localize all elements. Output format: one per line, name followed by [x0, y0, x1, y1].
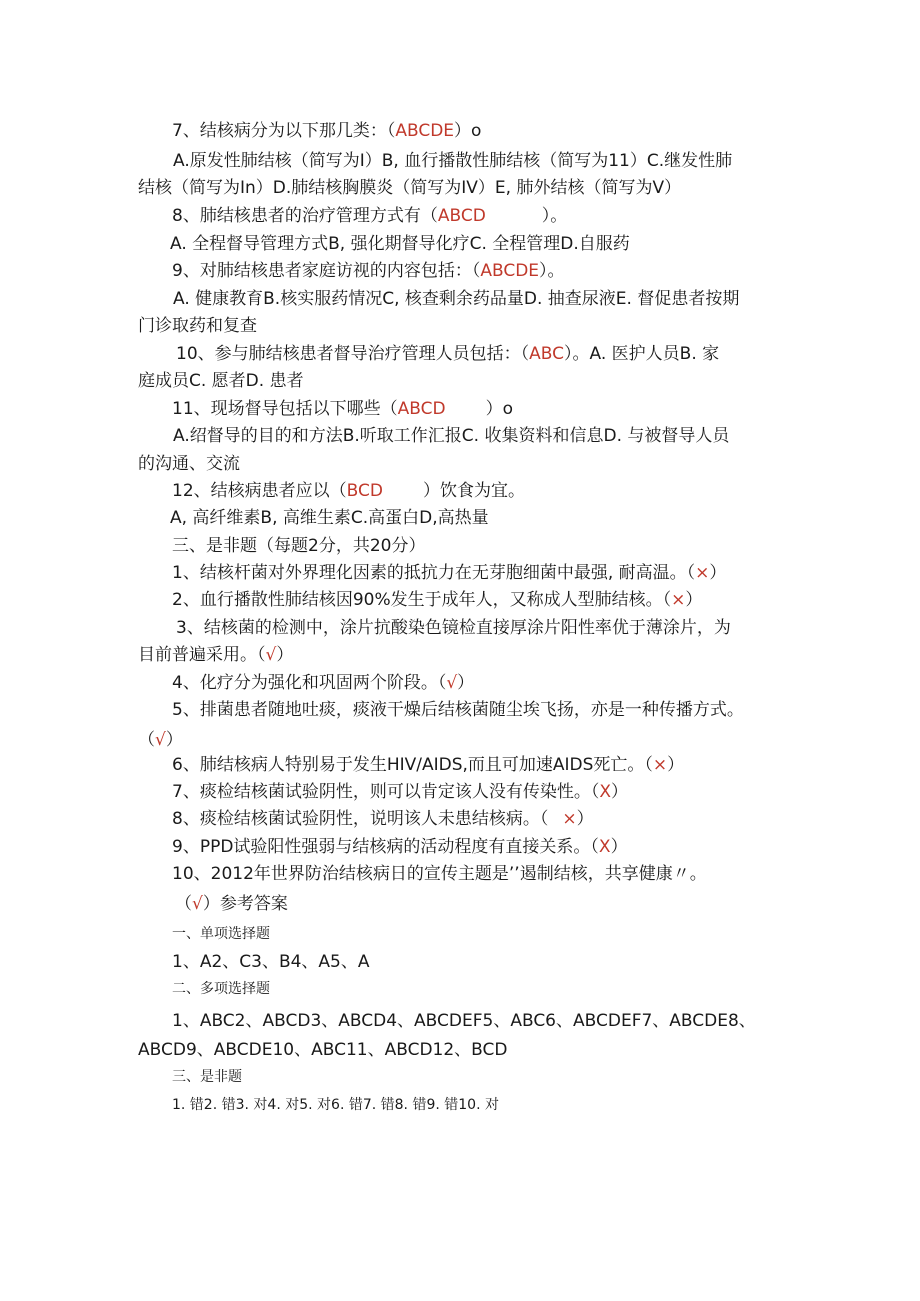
- question-8-text: 8、肺结核患者的治疗管理方式有（: [172, 206, 438, 226]
- question-11-answer: ABCD: [397, 399, 446, 419]
- question-12-stem: [172, 480, 525, 502]
- tf-item-4-text: 4、化疗分为强化和巩固两个阶段。（: [172, 673, 447, 693]
- tf-section-title: 三、是非题（每题2分，共20分）: [172, 536, 426, 556]
- question-7-close: ）o: [454, 121, 482, 141]
- question-11-options-2: 的沟通、交流: [138, 454, 240, 474]
- question-12-answer: BCD: [346, 481, 383, 501]
- tf-item-6-text: 6、肺结核病人特别易于发生HIV/AIDS,而且可加速AIDS死亡。（: [172, 755, 653, 775]
- tf-item-7: [172, 781, 628, 803]
- tf-item-9: [172, 836, 628, 858]
- question-7-stem: [172, 120, 481, 142]
- tf-item-4-close: ）: [457, 673, 475, 693]
- tf-item-3-close: ）: [276, 645, 294, 665]
- tf-item-1-mark: ×: [695, 563, 710, 583]
- answers-single-line: 1、A2、C3、B4、A5、A: [172, 952, 370, 972]
- question-8-close: ）。: [541, 206, 568, 226]
- question-9-close: ）。: [539, 261, 565, 281]
- tf-item-7-mark: X: [599, 782, 611, 802]
- tf-item-2: [172, 589, 702, 611]
- tf-item-4: [172, 672, 474, 694]
- question-7-text: 7、结核病分为以下那几类：（: [172, 121, 396, 141]
- tf-item-6-mark: ×: [652, 755, 668, 775]
- tf-item-6-close: ）: [667, 755, 685, 775]
- question-9-answer: ABCDE: [480, 261, 540, 281]
- question-9-stem: [172, 260, 565, 282]
- tf-item-9-text: 9、PPD试验阳性强弱与结核病的活动程度有直接关系。（: [172, 837, 599, 857]
- tf-item-8-close: ）: [576, 809, 594, 829]
- tf-item-2-mark: ×: [671, 590, 686, 610]
- question-10-close: ）。A. 医护人员B. 家: [564, 344, 720, 364]
- answers-multi-line-1: 1、ABC2、ABCD3、ABCD4、ABCDEF5、ABC6、ABCDEF7、ABCDE8、: [172, 1011, 756, 1031]
- tf-item-1-text: 1、结核杆菌对外界理化因素的抵抗力在无芽胞细菌中最强, 耐高温。（: [172, 563, 696, 583]
- question-9-text: 9、对肺结核患者家庭访视的内容包括：（: [172, 261, 481, 281]
- question-12-text: 12、结核病患者应以（: [172, 481, 347, 501]
- question-10-text: 10、参与肺结核患者督导治疗管理人员包括：（: [176, 344, 530, 364]
- tf-item-5-line-1: 5、排菌患者随地吐痰，痰液干燥后结核菌随尘埃飞扬，亦是一种传播方式。: [172, 700, 744, 720]
- tf-item-10-line-1: 10、2012年世界防治结核病日的宣传主题是’’遏制结核，共享健康〃。: [172, 864, 707, 884]
- tf-item-10-line-2: [175, 893, 288, 915]
- question-7-options-2: 结核（简写为In）D.肺结核胸膜炎（简写为IV）E, 肺外结核（简写为V）: [138, 178, 682, 198]
- tf-item-1: [172, 562, 726, 584]
- question-11-text: 11、现场督导包括以下哪些（: [172, 399, 398, 419]
- answers-multi-line-2: ABCD9、ABCDE10、ABC11、ABCD12、BCD: [138, 1040, 508, 1060]
- tf-item-5-cont: （: [138, 730, 155, 750]
- question-9-options-2: 门诊取药和复查: [138, 316, 257, 336]
- tf-item-3-line-2: [138, 644, 293, 666]
- tf-item-3-mark: √: [265, 645, 277, 665]
- answers-tf-line: 1. 错2. 错3. 对4. 对5. 对6. 错7. 错8. 错9. 错10. 对: [172, 1097, 499, 1113]
- question-9-options-1: A. 健康教育B.核实服药情况C, 核查剩余药品量D. 抽查尿液E. 督促患者按期: [173, 289, 740, 309]
- tf-item-2-close: ）: [685, 590, 703, 610]
- tf-item-3-cont: 目前普遍采用。（: [138, 645, 266, 665]
- question-10-stem: [176, 343, 719, 365]
- tf-item-1-close: ）: [709, 563, 727, 583]
- tf-item-2-text: 2、血行播散性肺结核因90%发生于成年人，又称成人型肺结核。（: [172, 590, 672, 610]
- question-10-options: 庭成员C. 愿者D. 患者: [138, 371, 304, 391]
- answers-multi-title: 二、多项选择题: [172, 981, 270, 997]
- tf-item-9-mark: X: [598, 837, 611, 857]
- question-11-close: ）o: [485, 399, 514, 419]
- question-12-close: ）饮食为宜。: [422, 481, 525, 501]
- tf-item-5-close: ）: [165, 730, 183, 750]
- answers-single-title: 一、单项选择题: [172, 926, 270, 942]
- question-8-answer: ABCD: [437, 206, 486, 226]
- question-7-options-1: A.原发性肺结核（简写为I）B, 血行播散性肺结核（简写为11）C.继发性肺: [173, 151, 733, 171]
- tf-item-8-mark: ×: [562, 809, 577, 829]
- question-11-stem: [172, 398, 513, 420]
- tf-item-4-mark: √: [446, 673, 458, 693]
- tf-item-6: [172, 754, 684, 776]
- tf-item-8: [172, 808, 594, 830]
- tf-item-8-text: 8、痰检结核菌试验阴性，说明该人未患结核病。（: [172, 809, 549, 829]
- tf-item-3-line-1: 3、结核菌的检测中，涂片抗酸染色镜检直接厚涂片阳性率优于薄涂片，为: [176, 618, 731, 638]
- tf-item-7-close: ）: [610, 782, 628, 802]
- answers-tf-title: 三、是非题: [172, 1069, 242, 1085]
- question-11-options-1: A.绍督导的目的和方法B.听取工作汇报C. 收集资料和信息D. 与被督导人员: [173, 426, 730, 446]
- tf-item-5-mark: √: [155, 730, 166, 750]
- question-10-answer: ABC: [529, 344, 565, 364]
- tf-item-5-line-2: [138, 729, 183, 751]
- tf-item-7-text: 7、痰检结核菌试验阴性，则可以肯定该人没有传染性。（: [172, 782, 600, 802]
- tf-item-10-close: ）参考答案: [202, 894, 288, 914]
- question-7-answer: ABCDE: [395, 121, 455, 141]
- question-12-options: A, 高纤维素B, 高维生素C.高蛋白D,高热量: [170, 508, 489, 528]
- tf-item-10-cont: （: [175, 894, 192, 914]
- tf-item-10-mark: √: [192, 894, 203, 914]
- question-8-options: A. 全程督导管理方式B, 强化期督导化疗C. 全程管理D.自服药: [170, 234, 630, 254]
- tf-item-9-close: ）: [610, 837, 628, 857]
- question-8-stem: [172, 205, 567, 227]
